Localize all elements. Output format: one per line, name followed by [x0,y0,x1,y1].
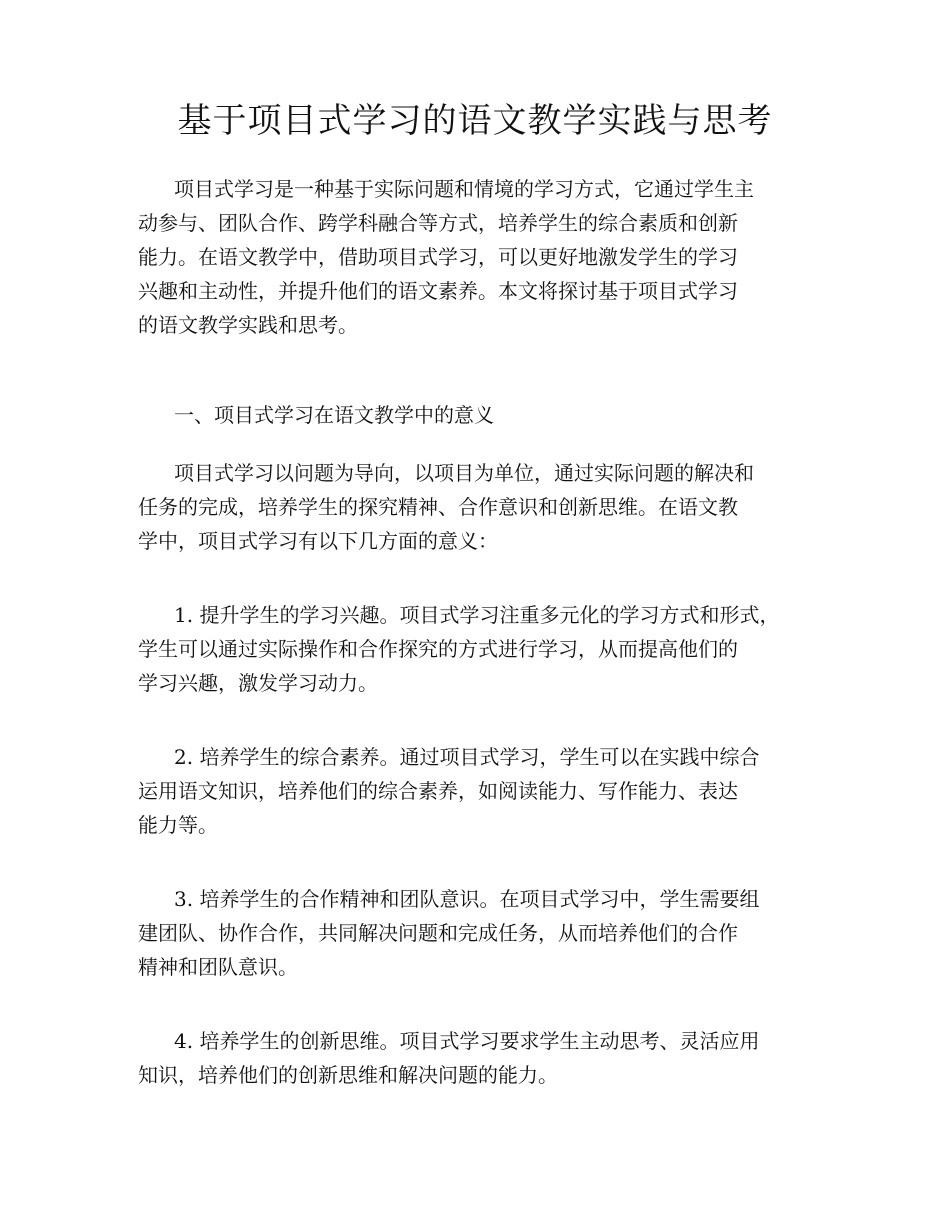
list-item [138,598,779,700]
paragraph-line: 4. 培养学生的创新思维。项目式学习要求学生主动思考、灵活应用 [174,1029,760,1053]
list-item [138,1024,759,1092]
paragraph-line: 任务的完成，培养学生的探究精神、合作意识和创新思维。在语文教 [138,495,738,519]
paragraph-line: 3. 培养学生的合作精神和团队意识。在项目式学习中，学生需要组 [174,887,760,911]
paragraph-line: 学习兴趣，激发学习动力。 [138,671,378,695]
paragraph-line: 2. 培养学生的综合素养。通过项目式学习，学生可以在实践中综合 [174,745,760,769]
section-heading-text: 一、项目式学习在语文教学中的意义 [174,403,494,427]
paragraph-line: 运用语文知识，培养他们的综合素养，如阅读能力、写作能力、表达 [138,779,738,803]
paragraph-line: 的语文教学实践和思考。 [138,313,358,337]
paragraph-line: 1. 提升学生的学习兴趣。项目式学习注重多元化的学习方式和形式， [174,603,780,627]
paragraph-line: 动参与、团队合作、跨学科融合等方式，培养学生的综合素质和创新 [138,211,738,235]
paragraph-line: 能力等。 [138,813,218,837]
page-title: 基于项目式学习的语文教学实践与思考 [177,101,773,141]
paragraph-line: 建团队、协作合作，共同解决问题和完成任务，从而培养他们的合作 [138,921,738,945]
paragraph-line: 学中，项目式学习有以下几方面的意义： [138,529,498,553]
paragraph-line: 兴趣和主动性，并提升他们的语文素养。本文将探讨基于项目式学习 [138,279,738,303]
paragraph-line: 知识，培养他们的创新思维和解决问题的能力。 [138,1063,558,1087]
section-intro-paragraph [138,456,754,558]
paragraph-line: 精神和团队意识。 [138,955,298,979]
paragraph-line: 能力。在语文教学中，借助项目式学习，可以更好地激发学生的学习 [138,245,738,269]
intro-paragraph [138,172,754,342]
paragraph-line: 学生可以通过实际操作和合作探究的方式进行学习，从而提高他们的 [138,637,738,661]
list-item [138,740,759,842]
paragraph-line: 项目式学习以问题为导向，以项目为单位，通过实际问题的解决和 [174,461,754,485]
list-item [138,882,759,984]
section-heading [138,398,494,432]
paragraph-line: 项目式学习是一种基于实际问题和情境的学习方式，它通过学生主 [174,177,754,201]
